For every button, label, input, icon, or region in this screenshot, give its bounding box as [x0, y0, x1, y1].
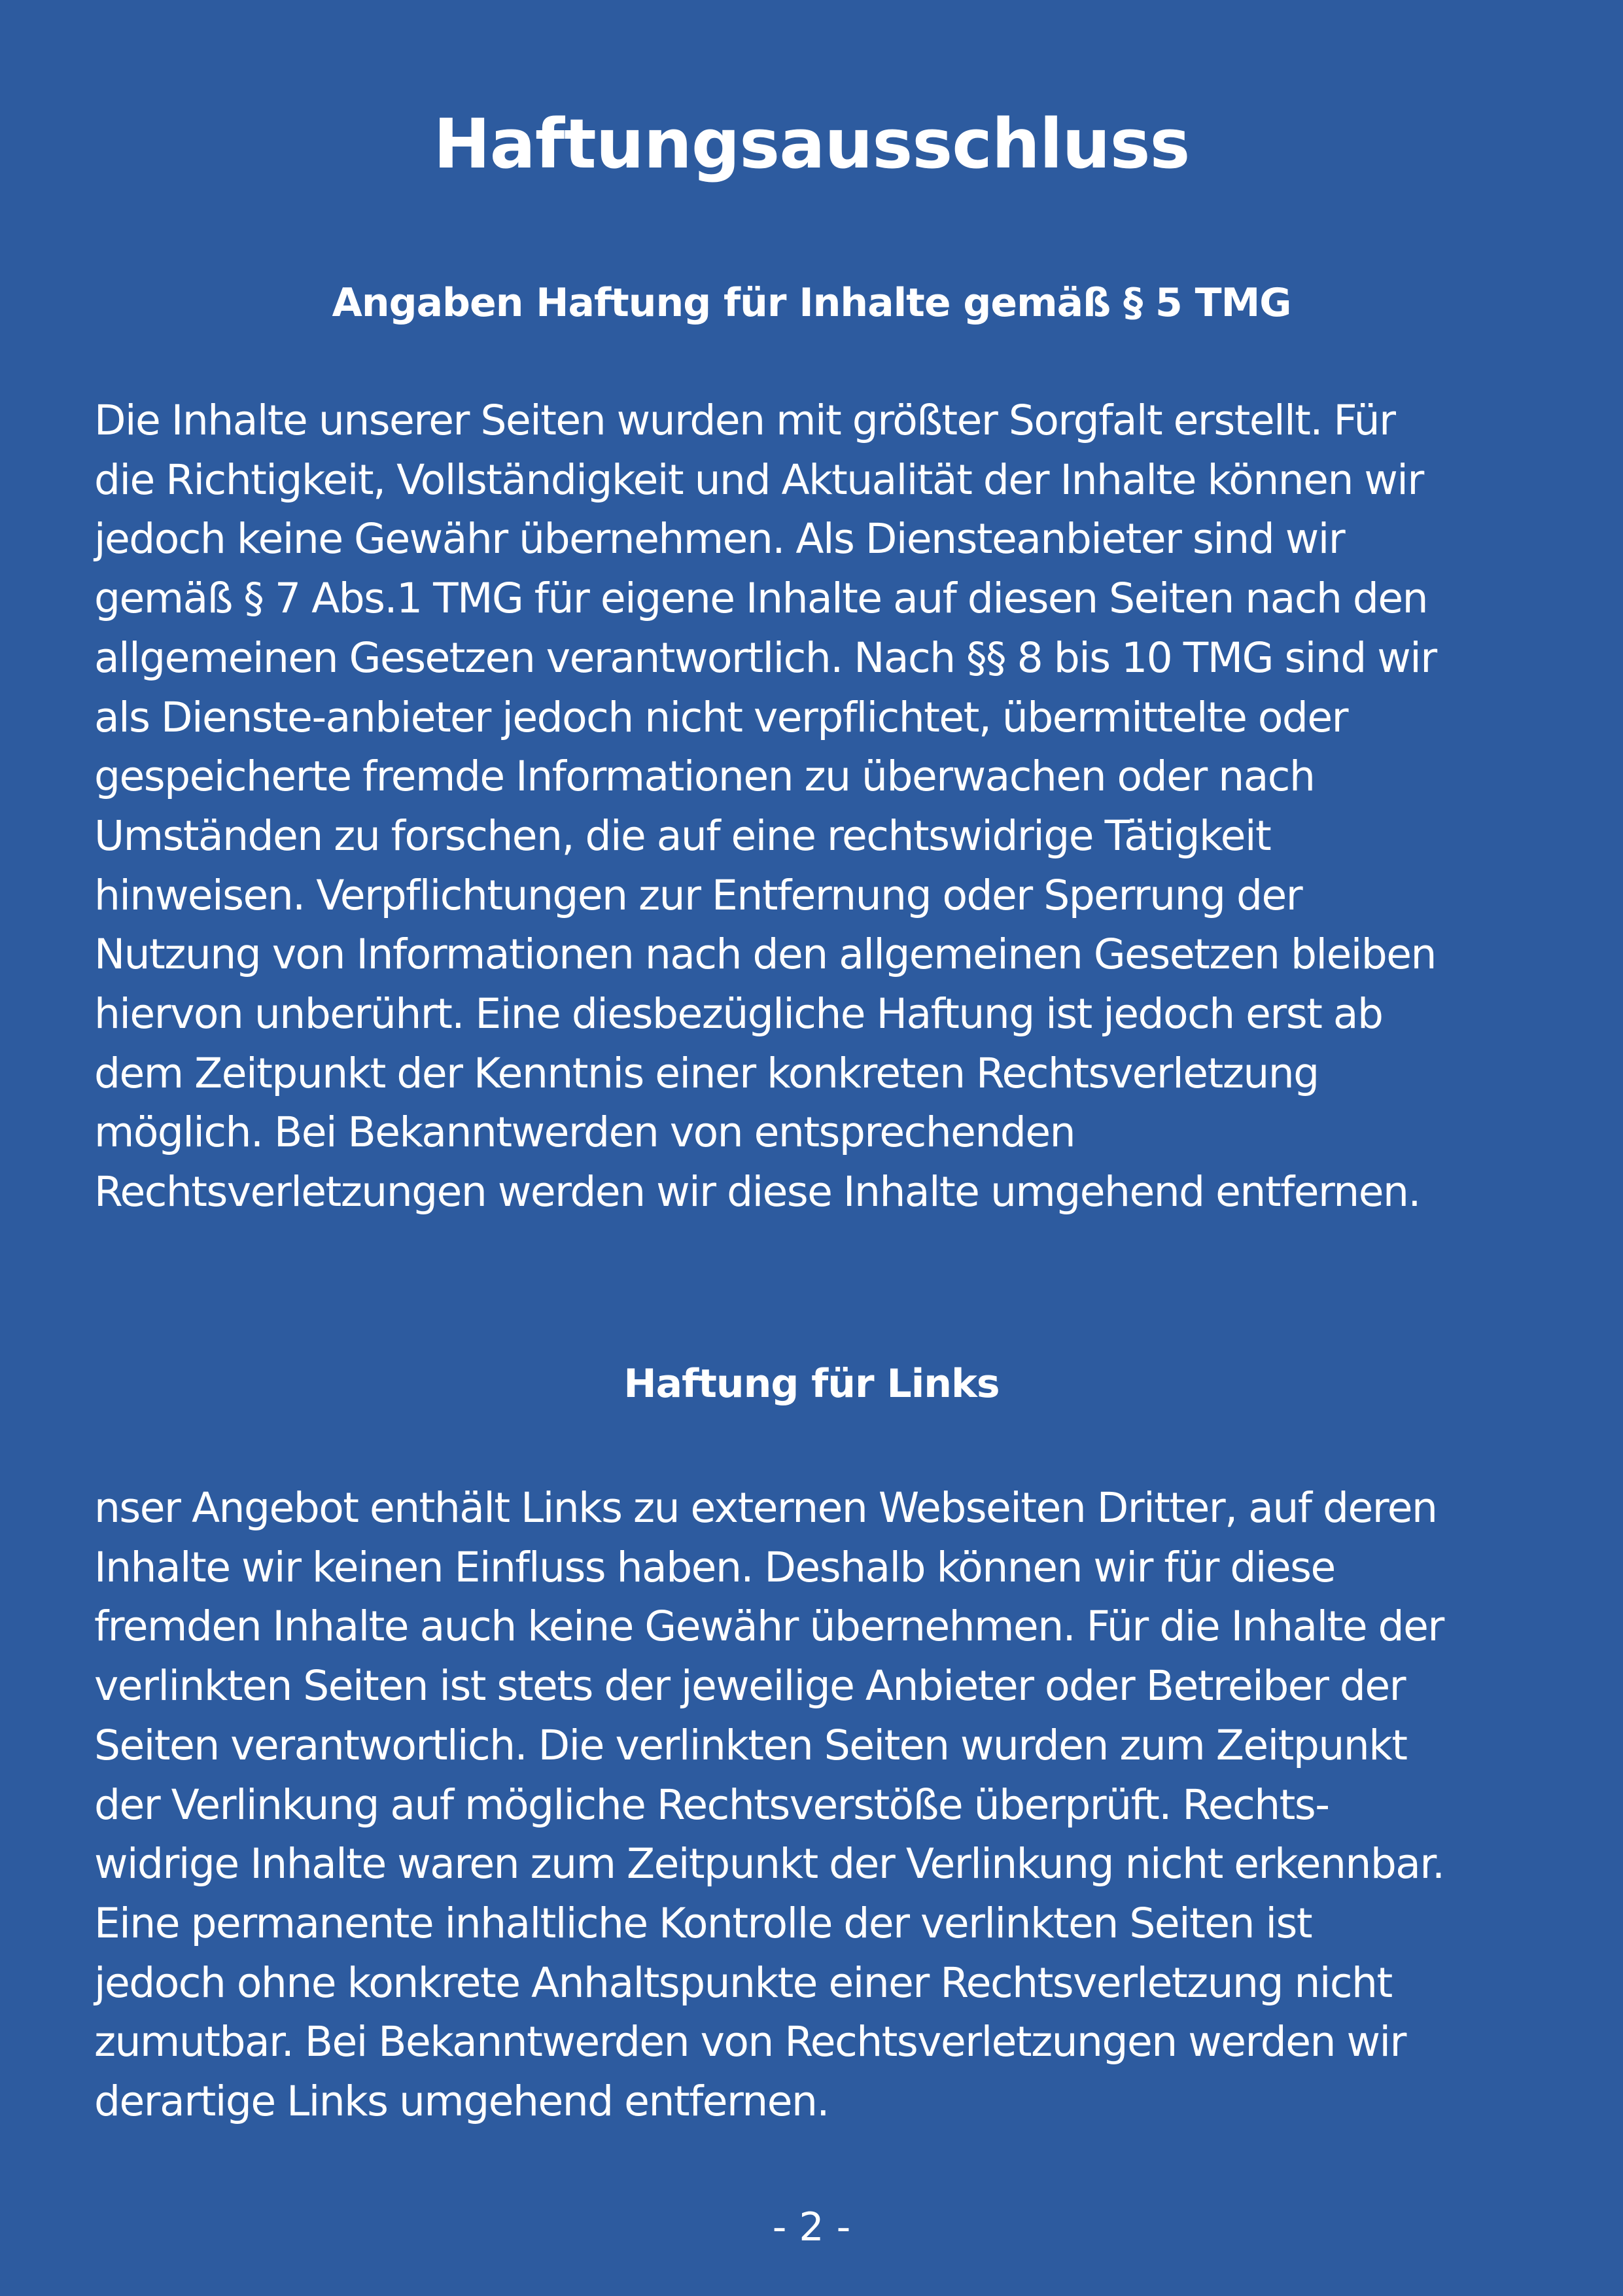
section-heading-link-liability: Haftung für Links [623, 1361, 1000, 1407]
text-line: fremden Inhalte auch keine Gewähr übernehmen. Für die Inhalte der [94, 1602, 1444, 1651]
text-line: möglich. Bei Bekanntwerden von entsprechenden [94, 1108, 1075, 1157]
page-title: Haftungsausschluss [433, 104, 1190, 184]
text-line: dem Zeitpunkt der Kenntnis einer konkreten Rechtsverletzung [94, 1049, 1319, 1097]
text-line: Nutzung von Informationen nach den allgemeinen Gesetzen bleiben [94, 930, 1436, 979]
text-line: hiervon unberührt. Eine diesbezügliche Haftung ist jedoch erst ab [94, 990, 1383, 1038]
text-line: verlinkten Seiten ist stets der jeweilige Anbieter oder Betreiber der [94, 1662, 1406, 1710]
text-line: der Verlinkung auf mögliche Rechtsverstöße überprüft. Rechts- [94, 1780, 1329, 1829]
paragraph-link-liability [94, 1479, 1533, 2132]
text-line: als Dienste-anbieter jedoch nicht verpflichtet, übermittelte oder [94, 693, 1348, 741]
text-line: zumutbar. Bei Bekanntwerden von Rechtsverletzungen werden wir [94, 2018, 1406, 2066]
text-line: hinweisen. Verpflichtungen zur Entfernung oder Sperrung der [94, 871, 1302, 919]
text-line: Die Inhalte unserer Seiten wurden mit größter Sorgfalt erstellt. Für [94, 397, 1395, 444]
text-line: gespeicherte fremde Informationen zu überwachen oder nach [94, 752, 1315, 801]
text-line: Seiten verantwortlich. Die verlinkten Seiten wurden zum Zeitpunkt [94, 1721, 1407, 1769]
page-number: - 2 - [772, 2204, 851, 2250]
paragraph-content-liability [94, 391, 1533, 1222]
text-line: Rechtsverletzungen werden wir diese Inhalte umgehend entfernen. [94, 1168, 1420, 1216]
text-line: gemäß § 7 Abs.1 TMG für eigene Inhalte auf diesen Seiten nach den [94, 574, 1428, 623]
text-line: Umständen zu forschen, die auf eine rechtswidrige Tätigkeit [94, 811, 1271, 860]
text-line: jedoch ohne konkrete Anhaltspunkte einer Rechtsverletzung nicht [94, 1958, 1392, 2007]
text-line: jedoch keine Gewähr übernehmen. Als Diensteanbieter sind wir [94, 515, 1345, 563]
section-heading-content-liability: Angaben Haftung für Inhalte gemäß § 5 TMG [332, 280, 1291, 326]
text-line: Eine permanente inhaltliche Kontrolle der verlinkten Seiten ist [94, 1899, 1312, 1947]
text-line: allgemeinen Gesetzen verantwortlich. Nach §§ 8 bis 10 TMG sind wir [94, 633, 1437, 682]
text-line: die Richtigkeit, Vollständigkeit und Aktualität der Inhalte können wir [94, 455, 1423, 504]
text-line: widrige Inhalte waren zum Zeitpunkt der Verlinkung nicht erkennbar. [94, 1840, 1444, 1888]
text-line: Inhalte wir keinen Einfluss haben. Deshalb können wir für diese [94, 1543, 1335, 1591]
text-line: nser Angebot enthält Links zu externen Webseiten Dritter, auf deren [94, 1484, 1437, 1532]
text-line: derartige Links umgehend entfernen. [94, 2077, 829, 2126]
